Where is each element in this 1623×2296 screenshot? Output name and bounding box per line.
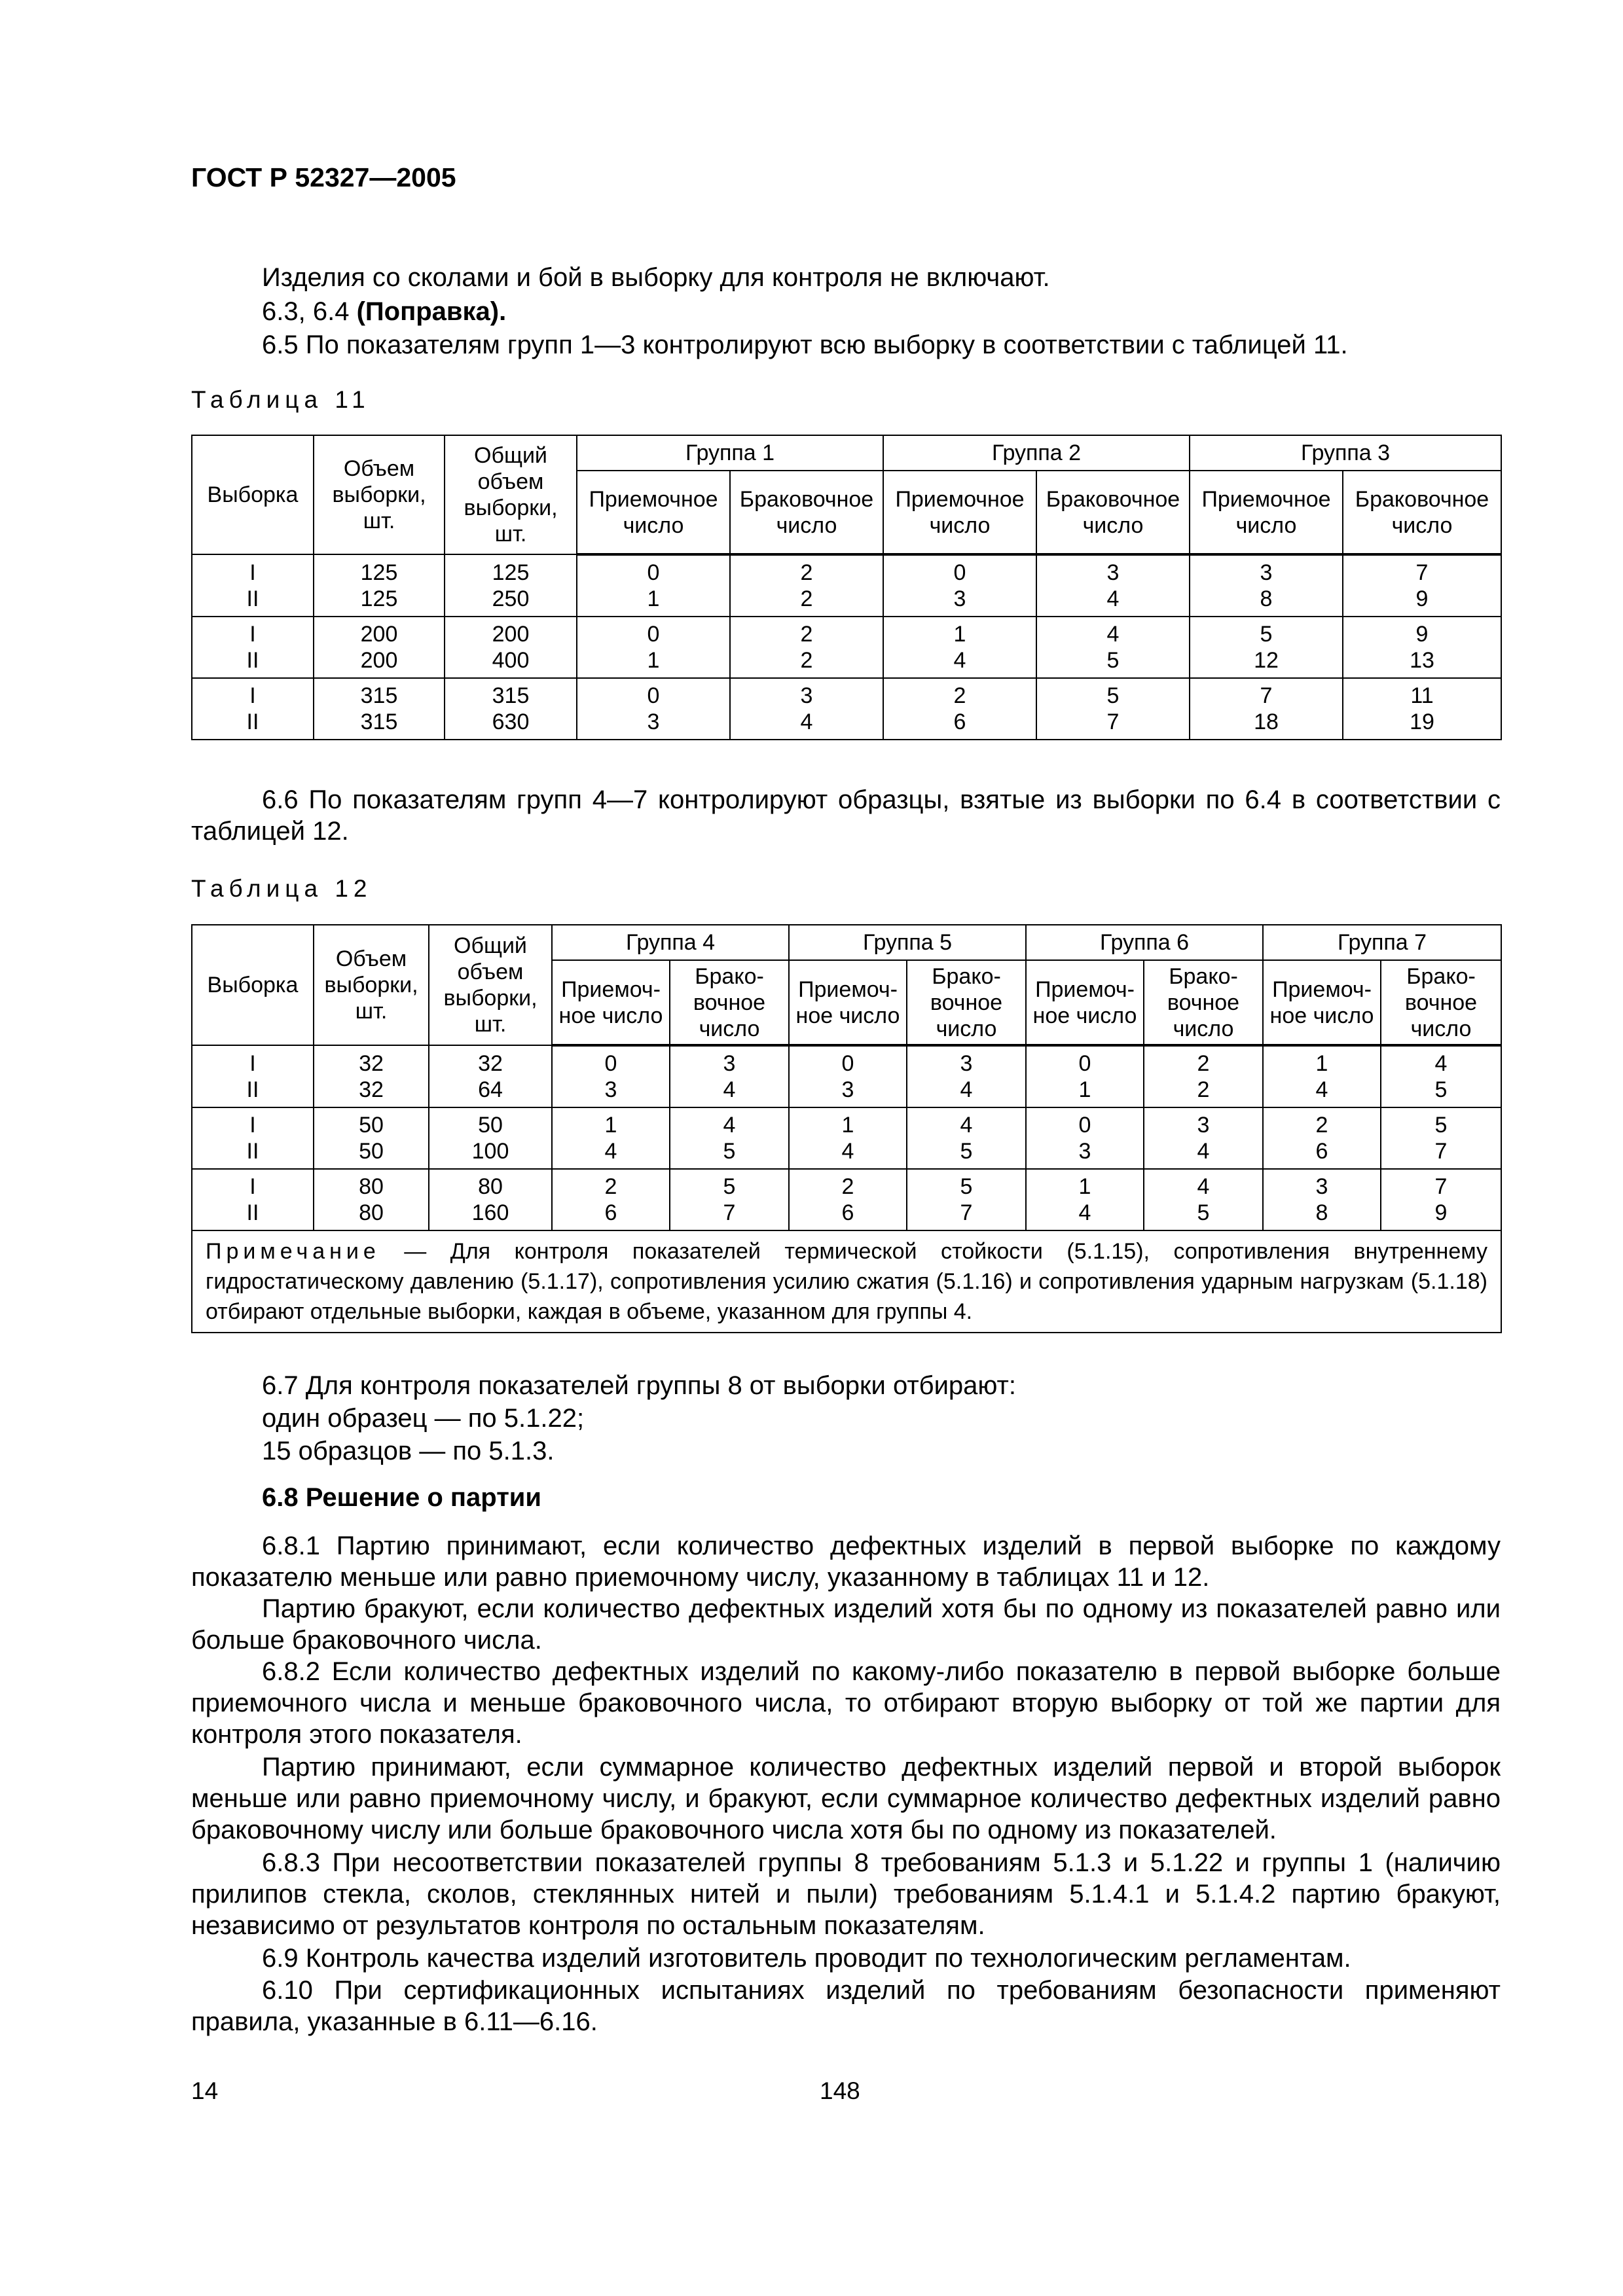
cell-volume-line: 315 — [360, 683, 398, 708]
cell-accept — [1026, 1169, 1144, 1230]
cell-reject-line: 9 — [1415, 586, 1429, 611]
cell-reject-line: 5 — [1106, 683, 1120, 708]
cell-reject-line: 2 — [1197, 1077, 1210, 1102]
cell-accept-line: 2 — [841, 1174, 854, 1199]
cell-accept-line: 3 — [1315, 1174, 1328, 1199]
para-6-8-3 — [191, 1847, 1501, 1941]
cell-reject-line: 5 — [1434, 1077, 1448, 1102]
cell-reject-line: 5 — [1434, 1113, 1448, 1138]
cell-reject-line: 3 — [1106, 560, 1120, 585]
cell-volume-line: 32 — [359, 1050, 384, 1076]
cell-total-line: 315 — [492, 683, 530, 708]
cell-reject — [907, 1107, 1026, 1169]
t11-h-sample: Выборка — [192, 435, 314, 554]
cell-reject-line: 4 — [1106, 586, 1120, 611]
cell-accept — [552, 1107, 670, 1169]
para-6-8-1 — [191, 1530, 1501, 1593]
cell-accept-line: 8 — [1260, 586, 1273, 611]
t11-h-accept: Приемочное число — [883, 471, 1036, 554]
table-row — [192, 1045, 1501, 1107]
cell-accept-line: 3 — [604, 1077, 617, 1102]
cell-reject-line: 3 — [723, 1051, 736, 1076]
cell-total-line: 400 — [492, 648, 530, 673]
cell-total-line: 32 — [478, 1050, 503, 1076]
t12-h-group-7: Группа 7 — [1263, 925, 1501, 960]
cell-sample-line: II — [246, 648, 259, 673]
cell-accept-line: 4 — [953, 648, 966, 673]
cell-reject-line: 9 — [1415, 622, 1429, 647]
cell-volume — [314, 554, 445, 617]
cell-reject — [670, 1169, 789, 1230]
t12-h-total: Общий объем выборки, шт. — [429, 925, 552, 1045]
t12-h-reject: Брако-вочное число — [907, 960, 1026, 1045]
para-6-8-2-b-text: Партию принимают, если суммарное количество дефектных изделий первой и второй выборок меньше или равно приемочному числу, и бракуют, если суммарное количество дефектных изделий равно браковочному числу или больше браковочного числа хотя бы по одному из показателей. — [191, 1753, 1501, 1844]
cell-reject — [1343, 617, 1501, 678]
cell-volume — [314, 1169, 429, 1230]
cell-volume-line: 32 — [359, 1077, 384, 1102]
cell-sample-line: II — [246, 709, 259, 734]
cell-total-line: 200 — [492, 622, 530, 647]
cell-sample-line: II — [246, 1139, 259, 1164]
cell-accept — [1190, 554, 1343, 617]
cell-reject-line: 7 — [1434, 1139, 1448, 1164]
table-12 — [191, 924, 1502, 1333]
cell-reject-line: 7 — [723, 1200, 736, 1225]
cell-reject-line: 4 — [1197, 1139, 1210, 1164]
cell-volume — [314, 678, 445, 740]
cell-accept-line: 5 — [1260, 622, 1273, 647]
para-6-8-1-text: 6.8.1 Партию принимают, если количество дефектных изделий в первой выборке по каждому показателю меньше или равно приемочному числу, указанному в таблицах 11 и 12. — [191, 1532, 1501, 1592]
cell-volume-line: 200 — [360, 648, 398, 673]
intro-line-3: 6.5 По показателям групп 1—3 контролируют всю выборку в соответствии с таблицей 11. — [262, 331, 1348, 359]
t12-h-reject: Брако-вочное число — [1144, 960, 1263, 1045]
t12-h-reject: Брако-вочное число — [670, 960, 789, 1045]
intro-line-2-num: 6.3, 6.4 — [262, 297, 350, 326]
t12-h-reject: Брако-вочное число — [1381, 960, 1501, 1045]
cell-reject-line: 5 — [960, 1174, 973, 1199]
t11-h-reject: Браковочное число — [730, 471, 883, 554]
table-12-note — [192, 1230, 1501, 1333]
cell-accept — [552, 1045, 670, 1107]
cell-reject-line: 2 — [800, 648, 813, 673]
cell-accept-line: 7 — [1260, 683, 1273, 708]
note-text: — Для контроля показателей термической стойкости (5.1.15), сопротивления внутреннему гидростатическому давлению (5.1.17), сопротивления усилию сжатия (5.1.16) и сопротивления ударным нагрузкам (5.1.18) отбирают отдельные выборки, каждая в объеме, указанном для группы 4. — [206, 1239, 1487, 1324]
cell-sample-line: II — [246, 586, 259, 611]
section-6-8-title: 6.8 Решение о партии — [262, 1483, 541, 1512]
cell-reject-line: 5 — [960, 1139, 973, 1164]
cell-accept-line: 0 — [647, 622, 660, 647]
cell-reject-line: 4 — [1197, 1174, 1210, 1199]
cell-sample — [192, 1169, 314, 1230]
cell-reject — [1343, 678, 1501, 740]
cell-reject — [1381, 1169, 1501, 1230]
cell-accept-line: 0 — [1078, 1051, 1091, 1076]
t12-h-group-4: Группа 4 — [552, 925, 789, 960]
t11-h-accept: Приемочное число — [1190, 471, 1343, 554]
table-row — [192, 678, 1501, 740]
cell-accept-line: 1 — [1315, 1051, 1328, 1076]
cell-reject-line: 5 — [723, 1174, 736, 1199]
cell-accept-line: 1 — [841, 1113, 854, 1138]
cell-volume-line: 50 — [359, 1139, 384, 1164]
cell-accept-line: 6 — [1315, 1139, 1328, 1164]
cell-reject-line: 4 — [960, 1113, 973, 1138]
cell-accept-line: 0 — [1078, 1113, 1091, 1138]
intro-line-1: Изделия со сколами и бой в выборку для контроля не включают. — [262, 263, 1050, 292]
cell-accept-line: 1 — [647, 586, 660, 611]
para-6-8-1-b-text: Партию бракуют, если количество дефектных изделий хотя бы по одному из показателей равно или больше браковочного числа. — [191, 1594, 1501, 1655]
cell-total-line: 125 — [492, 560, 530, 585]
cell-accept-line: 3 — [647, 709, 660, 734]
para-6-7-line-1: 6.7 Для контроля показателей группы 8 от выборки отбирают: — [262, 1371, 1016, 1400]
cell-accept-line: 3 — [1078, 1139, 1091, 1164]
cell-sample — [192, 617, 314, 678]
cell-reject-line: 7 — [1434, 1174, 1448, 1199]
cell-total — [445, 554, 577, 617]
t12-h-sample: Выборка — [192, 925, 314, 1045]
cell-reject — [1381, 1107, 1501, 1169]
cell-accept-line: 1 — [604, 1113, 617, 1138]
cell-total-line: 80 — [478, 1174, 503, 1199]
cell-accept — [1026, 1107, 1144, 1169]
cell-reject-line: 2 — [800, 560, 813, 585]
cell-reject — [1036, 617, 1190, 678]
para-6-8-2-b — [191, 1751, 1501, 1846]
cell-accept — [1190, 678, 1343, 740]
cell-reject — [1343, 554, 1501, 617]
cell-reject — [1144, 1169, 1263, 1230]
cell-accept — [883, 554, 1036, 617]
cell-reject — [1036, 678, 1190, 740]
t11-h-reject: Браковочное число — [1036, 471, 1190, 554]
cell-reject-line: 4 — [800, 709, 813, 734]
cell-volume-line: 80 — [359, 1200, 384, 1225]
cell-sample-line: I — [249, 560, 256, 585]
table-11-caption: Таблица 11 — [191, 386, 371, 413]
cell-reject-line: 9 — [1434, 1200, 1448, 1225]
cell-reject — [730, 678, 883, 740]
cell-total — [445, 678, 577, 740]
table-row — [192, 1169, 1501, 1230]
cell-accept-line: 1 — [1078, 1174, 1091, 1199]
table-row — [192, 1107, 1501, 1169]
cell-reject-line: 2 — [800, 586, 813, 611]
cell-total-line: 250 — [492, 586, 530, 611]
cell-accept-line: 4 — [1078, 1200, 1091, 1225]
cell-accept-line: 8 — [1315, 1200, 1328, 1225]
cell-accept-line: 1 — [1078, 1077, 1091, 1102]
cell-accept — [577, 554, 730, 617]
cell-reject-line: 19 — [1410, 709, 1434, 734]
cell-reject — [907, 1045, 1026, 1107]
intro-line-2-bold: (Поправка). — [356, 297, 507, 326]
cell-accept-line: 12 — [1254, 648, 1279, 673]
cell-accept-line: 3 — [841, 1077, 854, 1102]
cell-reject-line: 3 — [960, 1051, 973, 1076]
cell-accept-line: 2 — [604, 1174, 617, 1199]
cell-reject-line: 4 — [1106, 622, 1120, 647]
cell-sample-line: II — [246, 1200, 259, 1225]
t11-h-reject: Браковочное число — [1343, 471, 1501, 554]
para-6-10-text: 6.10 При сертификационных испытаниях изделий по требованиям безопасности применяют правила, указанные в 6.11—6.16. — [191, 1976, 1501, 2036]
t12-h-accept: Приемоч-ное число — [552, 960, 670, 1045]
para-6-9-text: 6.9 Контроль качества изделий изготовитель проводит по технологическим регламентам. — [262, 1944, 1351, 1973]
cell-volume — [314, 1107, 429, 1169]
cell-accept-line: 0 — [953, 560, 966, 585]
t12-h-accept: Приемоч-ное число — [1026, 960, 1144, 1045]
para-6-7-line-2: один образец — по 5.1.22; — [262, 1404, 585, 1433]
cell-reject-line: 3 — [1197, 1113, 1210, 1138]
cell-accept — [577, 678, 730, 740]
page-number-center: 148 — [820, 2077, 860, 2104]
cell-volume-line: 125 — [360, 586, 398, 611]
page-number-left: 14 — [191, 2077, 219, 2104]
cell-sample-line: I — [249, 1113, 256, 1138]
cell-accept — [577, 617, 730, 678]
cell-reject — [907, 1169, 1026, 1230]
cell-reject-line: 13 — [1410, 648, 1434, 673]
cell-accept-line: 3 — [953, 586, 966, 611]
t11-h-group-2: Группа 2 — [883, 435, 1190, 471]
t11-h-total: Общий объем выборки, шт. — [445, 435, 577, 554]
t11-h-group-1: Группа 1 — [577, 435, 883, 471]
document-code: ГОСТ Р 52327—2005 — [191, 162, 456, 192]
table-row — [192, 554, 1501, 617]
t12-h-accept: Приемоч-ное число — [789, 960, 907, 1045]
cell-volume-line: 50 — [359, 1113, 384, 1138]
cell-accept-line: 6 — [953, 709, 966, 734]
cell-reject-line: 7 — [1415, 560, 1429, 585]
cell-sample-line: I — [249, 622, 256, 647]
t11-h-volume: Объем выборки, шт. — [314, 435, 445, 554]
cell-total — [429, 1045, 552, 1107]
cell-reject-line: 4 — [1434, 1051, 1448, 1076]
cell-reject-line: 3 — [800, 683, 813, 708]
cell-accept-line: 4 — [604, 1139, 617, 1164]
cell-sample — [192, 678, 314, 740]
cell-reject — [1381, 1045, 1501, 1107]
cell-volume-line: 125 — [360, 560, 398, 585]
cell-reject — [670, 1107, 789, 1169]
cell-accept-line: 18 — [1254, 709, 1279, 734]
table-row — [192, 617, 1501, 678]
cell-reject-line: 7 — [960, 1200, 973, 1225]
cell-reject — [670, 1045, 789, 1107]
cell-reject — [730, 554, 883, 617]
cell-reject-line: 4 — [723, 1077, 736, 1102]
cell-accept-line: 4 — [1315, 1077, 1328, 1102]
para-6-7-line-3: 15 образцов — по 5.1.3. — [262, 1437, 555, 1465]
cell-sample — [192, 554, 314, 617]
cell-total-line: 50 — [478, 1113, 503, 1138]
cell-accept-line: 1 — [953, 622, 966, 647]
t12-h-accept: Приемоч-ное число — [1263, 960, 1381, 1045]
cell-accept-line: 0 — [604, 1051, 617, 1076]
cell-accept — [1026, 1045, 1144, 1107]
cell-total-line: 100 — [471, 1139, 509, 1164]
cell-accept-line: 2 — [1315, 1113, 1328, 1138]
cell-total — [429, 1107, 552, 1169]
cell-accept — [1263, 1107, 1381, 1169]
cell-reject — [1144, 1045, 1263, 1107]
cell-accept — [789, 1107, 907, 1169]
t11-h-group-3: Группа 3 — [1190, 435, 1501, 471]
cell-volume — [314, 617, 445, 678]
note-label: Примечание — [206, 1239, 380, 1264]
cell-volume-line: 315 — [360, 709, 398, 734]
para-6-6 — [191, 784, 1501, 847]
t12-h-group-6: Группа 6 — [1026, 925, 1263, 960]
cell-accept — [883, 678, 1036, 740]
cell-total-line: 64 — [478, 1077, 503, 1102]
para-6-10 — [191, 1975, 1501, 2037]
cell-accept — [1263, 1169, 1381, 1230]
para-6-9 — [191, 1943, 1501, 1974]
cell-accept-line: 0 — [841, 1051, 854, 1076]
cell-sample — [192, 1107, 314, 1169]
cell-accept-line: 4 — [841, 1139, 854, 1164]
cell-total-line: 630 — [492, 709, 530, 734]
t12-h-volume: Объем выборки, шт. — [314, 925, 429, 1045]
t11-h-accept: Приемочное число — [577, 471, 730, 554]
cell-total — [445, 617, 577, 678]
cell-total-line: 160 — [471, 1200, 509, 1225]
cell-reject-line: 5 — [723, 1139, 736, 1164]
cell-accept — [1263, 1045, 1381, 1107]
cell-total — [429, 1169, 552, 1230]
intro-line-2 — [262, 296, 506, 327]
cell-accept-line: 2 — [953, 683, 966, 708]
cell-accept — [1190, 617, 1343, 678]
para-6-8-2-text: 6.8.2 Если количество дефектных изделий по какому-либо показателю в первой выборке больше приемочного числа и меньше браковочного числа, то отбирают вторую выборку от той же партии для контроля этого показателя. — [191, 1657, 1501, 1749]
t12-h-group-5: Группа 5 — [789, 925, 1026, 960]
cell-reject — [1144, 1107, 1263, 1169]
cell-sample-line: II — [246, 1077, 259, 1102]
cell-sample-line: I — [249, 683, 256, 708]
cell-reject-line: 7 — [1106, 709, 1120, 734]
cell-volume-line: 200 — [360, 622, 398, 647]
cell-volume — [314, 1045, 429, 1107]
para-6-6-text: 6.6 По показателям групп 4—7 контролируют образцы, взятые из выборки по 6.4 в соответствии с таблицей 12. — [191, 785, 1501, 846]
cell-accept — [552, 1169, 670, 1230]
cell-volume-line: 80 — [359, 1174, 384, 1199]
cell-reject-line: 4 — [960, 1077, 973, 1102]
cell-accept-line: 1 — [647, 648, 660, 673]
table-12-caption: Таблица 12 — [191, 875, 373, 902]
cell-accept — [789, 1169, 907, 1230]
cell-accept-line: 6 — [604, 1200, 617, 1225]
para-6-8-3-text: 6.8.3 При несоответствии показателей группы 8 требованиям 5.1.3 и 5.1.22 и группы 1 (наличию прилипов стекла, сколов, стеклянных нитей и пыли) требованиям 5.1.4.1 и 5.1.4.2 партию бракуют, независимо от результатов контроля по остальным показателям. — [191, 1848, 1501, 1940]
cell-accept-line: 0 — [647, 683, 660, 708]
para-6-8-2 — [191, 1656, 1501, 1750]
cell-accept — [883, 617, 1036, 678]
para-6-8-1-b — [191, 1593, 1501, 1656]
cell-reject-line: 5 — [1106, 648, 1120, 673]
cell-sample — [192, 1045, 314, 1107]
cell-accept-line: 3 — [1260, 560, 1273, 585]
cell-reject — [1036, 554, 1190, 617]
cell-reject-line: 4 — [723, 1113, 736, 1138]
cell-sample-line: I — [249, 1050, 256, 1076]
cell-reject-line: 11 — [1410, 683, 1434, 708]
cell-accept-line: 0 — [647, 560, 660, 585]
cell-reject-line: 5 — [1197, 1200, 1210, 1225]
table-11 — [191, 435, 1502, 740]
cell-reject-line: 2 — [1197, 1051, 1210, 1076]
cell-accept — [789, 1045, 907, 1107]
cell-accept-line: 6 — [841, 1200, 854, 1225]
cell-sample-line: I — [249, 1174, 256, 1199]
cell-reject-line: 2 — [800, 622, 813, 647]
cell-reject — [730, 617, 883, 678]
